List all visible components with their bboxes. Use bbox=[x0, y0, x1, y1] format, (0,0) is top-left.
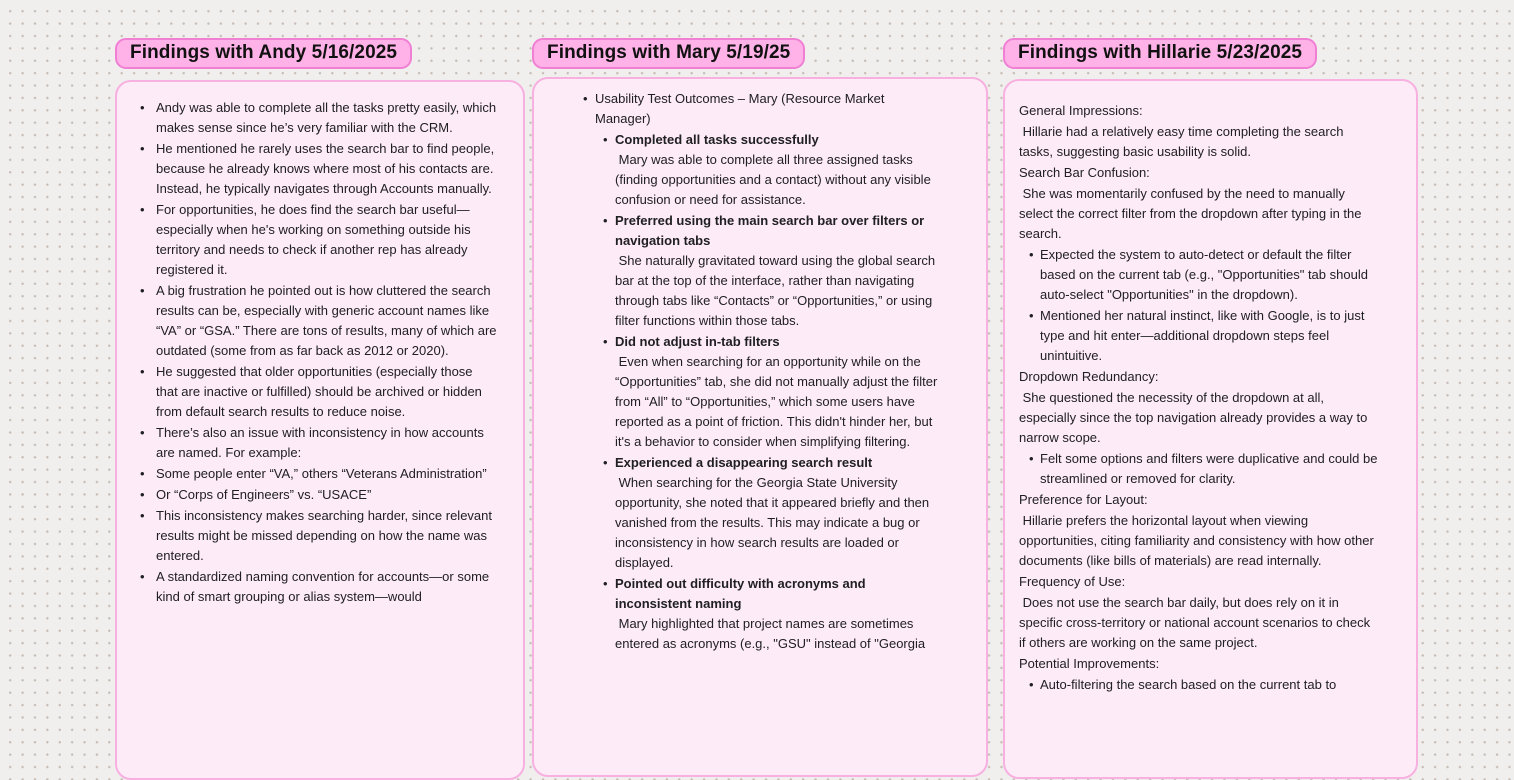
findings-section-mary bbox=[532, 38, 988, 777]
bullet-marker: • bbox=[1029, 677, 1034, 692]
sticky-note-hillarie[interactable] bbox=[1003, 79, 1418, 779]
note-text-hillarie bbox=[1019, 101, 1382, 695]
bullet-item: • He mentioned he rarely uses the search bar to find people, because he already knows where most of his contacts are. Instead, he typically navigates through Accounts manually. bbox=[140, 141, 498, 196]
bullet-marker: • bbox=[140, 202, 145, 217]
bullet-item: • Did not adjust in-tab filters Even when searching for an opportunity while on the “Opportunities” tab, she did not manually adjust the filter from “All” to “Opportunities,” which some users have reported as a point of friction. This didn't hinder her, but it's a behavior to consider when simplifying filtering. bbox=[603, 334, 941, 449]
bullet-item: • He suggested that older opportunities (especially those that are inactive or fulfilled) should be archived or hidden from default search results to reduce noise. bbox=[140, 364, 486, 419]
bullet-marker: • bbox=[140, 364, 145, 379]
note-text-mary bbox=[534, 89, 942, 654]
text-line: Dropdown Redundancy: bbox=[1019, 369, 1159, 384]
sticky-note-mary[interactable] bbox=[532, 77, 988, 777]
bullet-marker: • bbox=[1029, 451, 1034, 466]
bullet-marker: • bbox=[140, 569, 145, 584]
bullet-marker: • bbox=[140, 100, 145, 115]
bullet-item: • A standardized naming convention for accounts—or some kind of smart grouping or alias system—would bbox=[140, 569, 493, 604]
bullet-marker: • bbox=[140, 283, 145, 298]
bullet-item: • Some people enter “VA,” others “Veterans Administration” bbox=[140, 464, 497, 484]
bullet-item: • Felt some options and filters were duplicative and could be streamlined or removed for clarity. bbox=[1029, 451, 1382, 486]
bullet-item: • Or “Corps of Engineers” vs. “USACE” bbox=[140, 485, 497, 505]
text-line: She was momentarily confused by the need to manually select the correct filter from the dropdown after typing in the search. bbox=[1019, 186, 1366, 241]
section-label-mary[interactable]: Findings with Mary 5/19/25 bbox=[532, 38, 805, 69]
bullet-marker: • bbox=[140, 466, 145, 481]
bullet-marker: • bbox=[1029, 308, 1034, 323]
text-line: Hillarie had a relatively easy time completing the search tasks, suggesting basic usability is solid. bbox=[1019, 124, 1348, 159]
text-line: Hillarie prefers the horizontal layout when viewing opportunities, citing familiarity and consistency with how other documents (like bills of materials) are read internally. bbox=[1019, 513, 1378, 568]
text-line: Preference for Layout: bbox=[1019, 492, 1148, 507]
bullet-item: • Andy was able to complete all the tasks pretty easily, which makes sense since he’s very familiar with the CRM. bbox=[140, 100, 500, 135]
bullet-item: • Expected the system to auto-detect or default the filter based on the current tab (e.g., "Opportunities" tab should auto-select "Opportunities" in the dropdown). bbox=[1029, 247, 1372, 302]
bullet-marker: • bbox=[603, 334, 608, 349]
text-line: General Impressions: bbox=[1019, 103, 1143, 118]
bullet-item: • Completed all tasks successfully Mary was able to complete all three assigned tasks (finding opportunities and a contact) without any visible confusion or need for assistance. bbox=[603, 132, 935, 207]
section-label-hillarie[interactable]: Findings with Hillarie 5/23/2025 bbox=[1003, 38, 1317, 69]
bullet-marker: • bbox=[140, 141, 145, 156]
bullet-marker: • bbox=[603, 213, 608, 228]
bullet-item: • Mentioned her natural instinct, like with Google, is to just type and hit enter—additional dropdown steps feel unintuitive. bbox=[1029, 308, 1369, 363]
bullet-item: • Experienced a disappearing search result When searching for the Georgia State University opportunity, she noted that it appeared briefly and then vanished from the results. This may indicate a bug or inconsistency in how search results are loaded or displayed. bbox=[603, 455, 933, 570]
bullet-marker: • bbox=[1029, 247, 1034, 262]
bullet-marker: • bbox=[140, 425, 145, 440]
text-line: She questioned the necessity of the dropdown at all, especially since the top navigation already provides a way to narrow scope. bbox=[1019, 390, 1371, 445]
bullet-marker: • bbox=[140, 487, 145, 502]
text-line: Frequency of Use: bbox=[1019, 574, 1126, 589]
text-line: Potential Improvements: bbox=[1019, 656, 1160, 671]
sticky-note-andy[interactable] bbox=[115, 80, 525, 780]
bullet-marker: • bbox=[583, 91, 588, 106]
section-label-andy[interactable]: Findings with Andy 5/16/2025 bbox=[115, 38, 412, 69]
findings-section-andy bbox=[115, 38, 525, 780]
bullet-item: • Auto-filtering the search based on the current tab to bbox=[1029, 675, 1378, 695]
text-line: Does not use the search bar daily, but does rely on it in specific cross-territory or national account scenarios to check if others are working on the same project. bbox=[1019, 595, 1374, 650]
text-line: Search Bar Confusion: bbox=[1019, 165, 1150, 180]
bullet-item: • There’s also an issue with inconsistency in how accounts are named. For example: bbox=[140, 425, 488, 460]
bullet-item: • Preferred using the main search bar over filters or navigation tabs She naturally gravitated toward using the global search bar at the top of the interface, rather than navigating through tabs like “Contacts” or “Opportunities,” or using filter functions within those tabs. bbox=[603, 213, 939, 328]
note-text-andy bbox=[140, 98, 501, 607]
bullet-item: • Pointed out difficulty with acronyms and inconsistent naming Mary highlighted that project names are sometimes entered as acronyms (e.g., "GSU" instead of "Georgia bbox=[603, 576, 926, 651]
bullet-marker: • bbox=[603, 132, 608, 147]
bullet-item: • A big frustration he pointed out is how cluttered the search results can be, especially with generic account names like “VA” or “GSA.” There are tons of results, many of which are outdated (some from as far back as 2012 or 2020). bbox=[140, 283, 501, 358]
findings-section-hillarie bbox=[1003, 38, 1418, 779]
bullet-marker: • bbox=[603, 455, 608, 470]
bullet-item: • For opportunities, he does find the search bar useful—especially when he's working on something outside his territory and needs to check if another rep has already registered it. bbox=[140, 202, 475, 277]
bullet-item: • This inconsistency makes searching harder, since relevant results might be missed depending on how the name was entered. bbox=[140, 508, 496, 563]
bullet-marker: • bbox=[140, 508, 145, 523]
bullet-item: • Usability Test Outcomes – Mary (Resource Market Manager) bbox=[583, 91, 889, 126]
bullet-marker: • bbox=[603, 576, 608, 591]
